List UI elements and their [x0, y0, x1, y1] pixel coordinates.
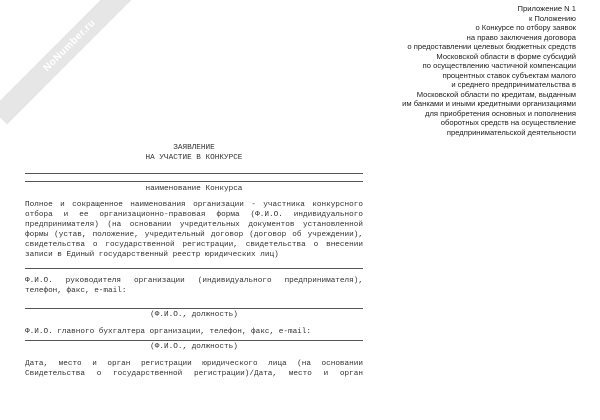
appendix-header — [402, 4, 576, 137]
appendix-line: оборотных средств на осуществление — [440, 118, 576, 127]
appendix-line: процентных ставок субъектам малого — [442, 70, 576, 80]
head-caption: (Ф.И.О., должность) — [150, 311, 238, 319]
watermark: NoNumber.ru — [0, 0, 148, 124]
accountant-line[interactable] — [25, 340, 363, 341]
accountant-caption: (Ф.И.О., должность) — [150, 343, 238, 351]
appendix-line: Московской области по кредитам, выданным — [416, 89, 576, 99]
org-paragraph: Полное и сокращенное наименования организации - участника конкурсного отбора и ее организационно-правовая форма (Ф.И.О. индивидуального предпринимателя) (на основании учредительных документов установленной формы (устав, положение, учредительный договор (договор об учреждении), свидетельства о государственной регистрации, свидетельства о внесении записи в Единый государственный реестр юридических лиц) — [25, 201, 363, 259]
contest-caption: наименование Конкурса — [145, 185, 243, 193]
contest-name-line[interactable] — [25, 181, 363, 182]
appendix-line: о предоставлении целевых бюджетных средств — [407, 42, 576, 51]
appendix-line: и среднего предпринимательства в — [451, 80, 576, 89]
appendix-line: к Положению — [528, 13, 576, 23]
registration-label: Дата, место и орган регистрации юридического лица (на основании Свидетельства о государственной регистрации)/Дата, место и орган — [25, 360, 363, 378]
application-form — [25, 143, 363, 379]
accountant-label: Ф.И.О. главного бухгалтера организации, телефон, факс, e-mail: — [25, 328, 312, 336]
form-subtitle: НА УЧАСТИЕ В КОНКУРСЕ — [145, 154, 243, 162]
appendix-line: по осуществлению частичной компенсации — [422, 61, 576, 70]
appendix-line: предпринимательской деятельности — [446, 127, 576, 137]
form-title: ЗАЯВЛЕНИЕ — [173, 144, 215, 152]
head-line[interactable] — [25, 308, 363, 309]
appendix-line: Московской области в форме субсидий — [436, 51, 576, 61]
appendix-line: на право заключения договора — [466, 32, 576, 42]
appendix-line: Приложение N 1 — [517, 4, 576, 13]
appendix-line: им банками и иными кредитными организациями — [402, 99, 576, 108]
head-label: Ф.И.О. руководителя организации (индивидуального предпринимателя), телефон, факс, e-mail: — [25, 277, 363, 295]
appendix-line: о Конкурсе по отбору заявок — [475, 23, 576, 32]
appendix-line: для приобретения основных и пополнения — [425, 108, 576, 118]
